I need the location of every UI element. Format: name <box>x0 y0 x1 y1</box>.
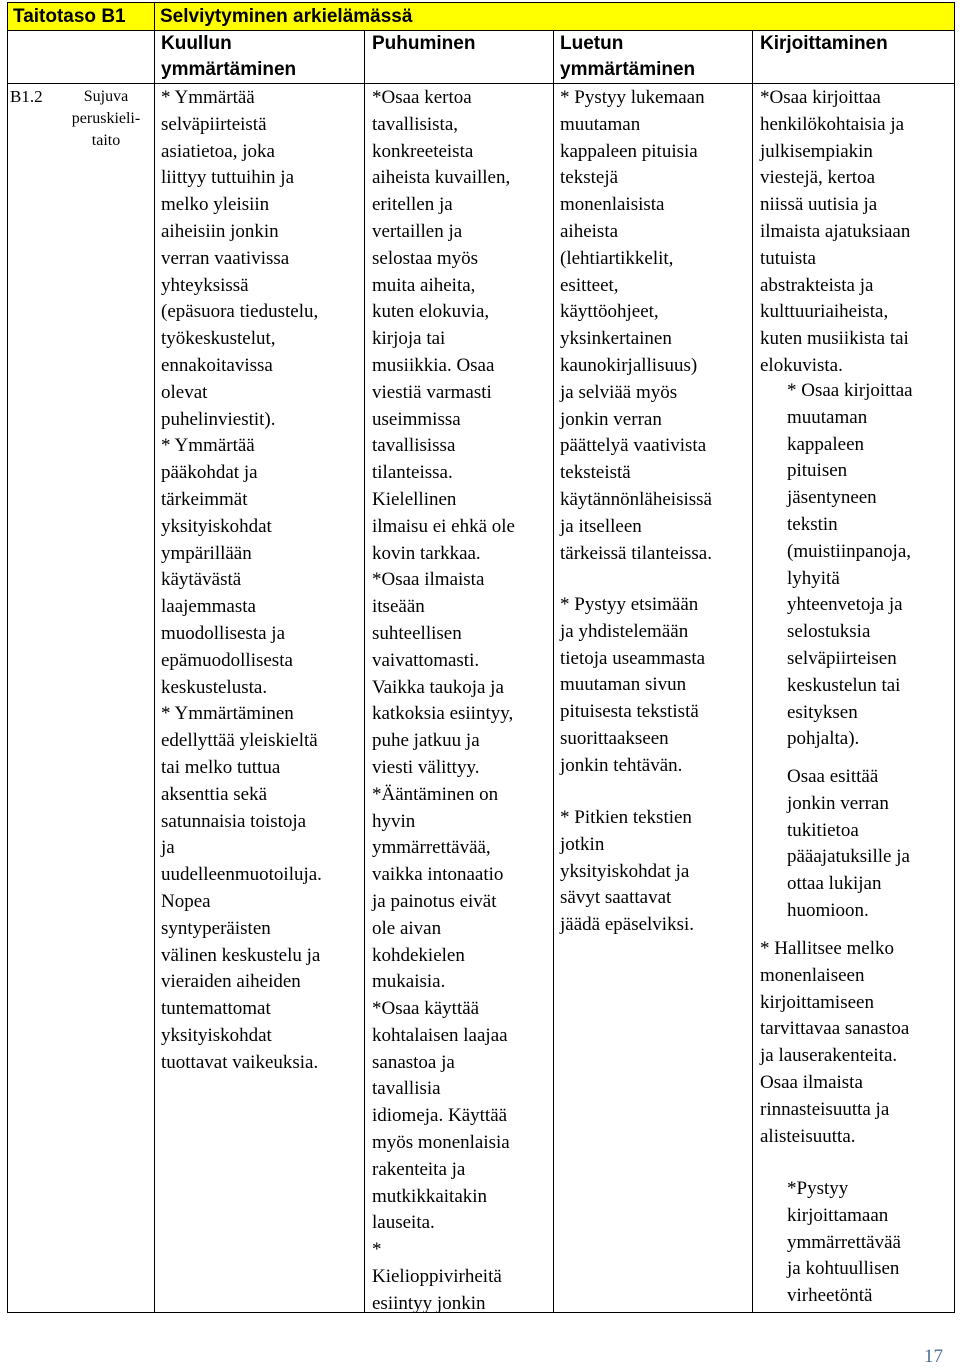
reading-paragraph-2: * Pystyy etsimään ja yhdistelemään tietoja useammasta muutaman sivun pituisesta tekstistä suorittaakseen jonkin tehtävän. <box>560 594 706 776</box>
writing-paragraph-4: * Hallitsee melko monenlaiseen kirjoittamiseen tarvittavaa sanastoa ja lauserakenteita. Osaa ilmaista rinnasteisuutta ja alisteisuutta. <box>760 938 910 1147</box>
speaking-description: *Osaa kertoa tavallisista, konkreeteista aiheista kuvaillen, eritellen ja vertaillen ja selostaa myös muita aiheita, kuten elokuvia, kirjoja tai musiikkia. Osaa viestiä varmasti useimmissa tavallisissa tilanteissa. Kielellinen ilmaisu ei ehkä ole kovin tarkkaa. *Osaa ilmaista itseään suhteellisen vaivattomasti. Vaikka taukoja ja katkoksia esiintyy, puhe jatkuu ja viesti välittyy. *Ääntäminen on hyvin ymmärrettävää, vaikka intonaatio ja painotus eivät ole aivan kohdekielen mukaisia. *Osaa käyttää kohtalaisen laajaa sanastoa ja tavallisia idiomeja. Käyttää myös monenlaisia rakenteita ja mutkikkaitakin lauseita. * Kielioppivirheitä esiintyy jonkin <box>372 87 515 1314</box>
table-border-left <box>7 2 8 1313</box>
column-header-reading: Luetun ymmärtäminen <box>560 33 696 80</box>
page-number: 17 <box>924 1346 943 1367</box>
column-header-speaking: Puhuminen <box>372 33 476 54</box>
listening-description: * Ymmärtää selväpiirteistä asiatietoa, joka liittyy tuttuihin ja melko yleisiin aiheisiin jonkin verran vaativissa yhteyksissä (epäsuora tiedustelu, työkeskustelut, ennakoitavissa olevat puhelinviestit). * Ymmärtää pääkohdat ja tärkeimmät yksityiskohdat ympärillään käytävästä laajemmasta muodollisesta ja epämuodollisesta keskustelusta. * Ymmärtäminen edellyttää yleiskieltä tai melko tuttua aksenttia sekä satunnaisia toistoja ja uudelleenmuotoiluja. Nopea syntyperäisten välinen keskustelu ja vieraiden aiheiden tuntemattomat yksityiskohdat tuottavat vaikeuksia. <box>161 87 322 1073</box>
writing-paragraph-1: *Osaa kirjoittaa henkilökohtaisia ja julkisempiakin viestejä, kertoa niissä uutisia ja ilmaista ajatuksiaan tutuista abstrakteista ja kulttuuriaiheista, kuten musiikista tai elokuvista. <box>760 87 911 376</box>
level-title: Taitotaso B1 <box>13 6 126 27</box>
listening-speaking-divider <box>364 30 365 1313</box>
section-title: Selviytyminen arkielämässä <box>160 6 413 27</box>
reading-writing-divider <box>752 30 753 1313</box>
column-header-divider <box>7 83 955 84</box>
level-column-divider <box>154 2 155 1313</box>
writing-paragraph-5: *Pystyy kirjoittamaan ymmärrettävää ja kohtuullisen virheetöntä <box>787 1178 901 1307</box>
reading-paragraph-3: * Pitkien tekstien jotkin yksityiskohdat ja sävyt saattavat jäädä epäselviksi. <box>560 807 695 936</box>
column-header-writing: Kirjoittaminen <box>760 33 888 54</box>
writing-paragraph-3: Osaa esittää jonkin verran tukitietoa pääajatuksille ja ottaa lukijan huomioon. <box>787 766 910 921</box>
header-band <box>8 3 954 31</box>
table-border-top <box>7 2 955 3</box>
reading-paragraph-1: * Pystyy lukemaan muutaman kappaleen pituisia tekstejä monenlaisista aiheista (lehtiartikkelit, esitteet, käyttöohjeet, yksinkertainen kaunokirjallisuus) ja selviää myös jonkin verran päättelyä vaativista teksteistä käytännönläheisissä ja itselleen tärkeissä tilanteissa. <box>560 87 712 564</box>
writing-paragraph-2: * Osaa kirjoittaa muutaman kappaleen pituisen jäsentyneen tekstin (muistiinpanoja, lyhyitä yhteenvetoja ja selostuksia selväpiirteisen keskustelun tai esityksen pohjalta). <box>787 380 913 750</box>
speaking-reading-divider <box>553 30 554 1313</box>
column-header-listening: Kuullun ymmärtäminen <box>161 33 297 80</box>
level-name: Sujuva peruskieli- taito <box>71 88 141 149</box>
table-border-right <box>954 2 955 1313</box>
level-code: B1.2 <box>10 87 43 106</box>
